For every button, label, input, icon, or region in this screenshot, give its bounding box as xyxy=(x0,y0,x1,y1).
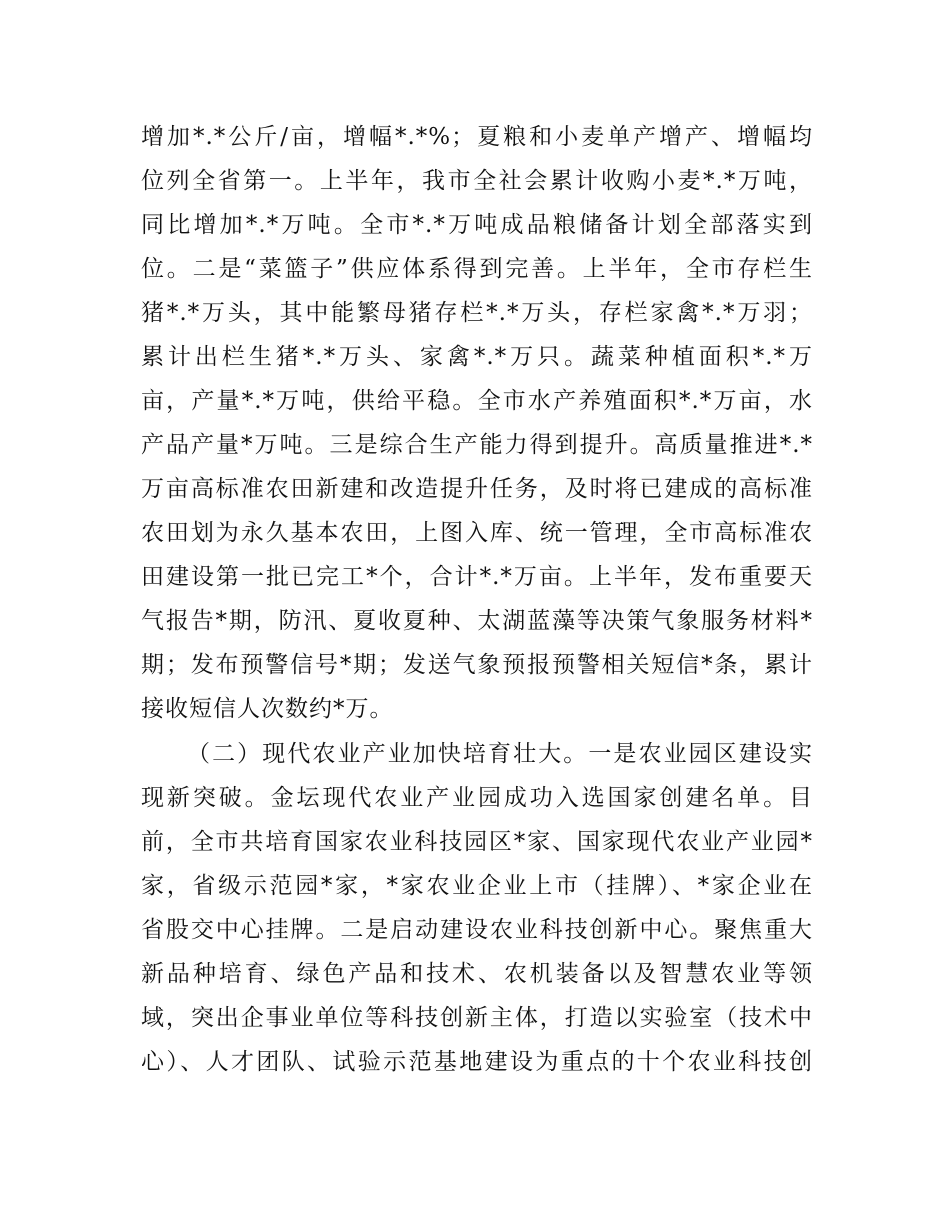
paragraph-line: 累计出栏生猪*.*万头、家禽*.*万只。蔬菜种植面积*.*万 xyxy=(141,344,813,370)
paragraph-line: 产品产量*万吨。三是综合生产能力得到提升。高质量推进*.* xyxy=(141,432,813,458)
paragraph-line: 接收短信人次数约*万。 xyxy=(141,696,394,722)
paragraph-line: 前，全市共培育国家农业科技园区*家、国家现代农业产业园* xyxy=(141,829,813,855)
paragraph-line: 农田划为永久基本农田，上图入库、统一管理，全市高标准农 xyxy=(141,520,813,546)
paragraph-line: 气报告*期，防汛、夏收夏种、太湖蓝藻等决策气象服务材料* xyxy=(141,608,813,634)
paragraph-line: 期；发布预警信号*期；发送气象预报预警相关短信*条，累计 xyxy=(141,652,813,678)
paragraph-line: （二）现代农业产业加快培育壮大。一是农业园区建设实 xyxy=(187,741,813,767)
paragraph-line: 万亩高标准农田新建和改造提升任务，及时将已建成的高标准 xyxy=(141,476,813,502)
paragraph-line: 现新突破。金坛现代农业产业园成功入选国家创建名单。目 xyxy=(141,785,813,811)
paragraph-line: 心）、人才团队、试验示范基地建设为重点的十个农业科技创 xyxy=(141,1049,813,1075)
paragraph-line: 增加*.*公斤/亩，增幅*.*%；夏粮和小麦单产增产、增幅均 xyxy=(141,124,813,150)
paragraph-line: 位。二是“菜篮子”供应体系得到完善。上半年，全市存栏生 xyxy=(141,256,813,282)
paragraph-line: 田建设第一批已完工*个，合计*.*万亩。上半年，发布重要天 xyxy=(141,564,813,590)
paragraph-line: 同比增加*.*万吨。全市*.*万吨成品粮储备计划全部落实到 xyxy=(141,212,813,238)
paragraph-line: 新品种培育、绿色产品和技术、农机装备以及智慧农业等领 xyxy=(141,961,813,987)
paragraph-line: 位列全省第一。上半年，我市全社会累计收购小麦*.*万吨， xyxy=(141,168,813,194)
paragraph-1 xyxy=(141,115,813,731)
paragraph-line: 域，突出企事业单位等科技创新主体，打造以实验室（技术中 xyxy=(141,1005,813,1031)
paragraph-line: 家，省级示范园*家，*家农业企业上市（挂牌）、*家企业在 xyxy=(141,873,813,899)
paragraph-line: 亩，产量*.*万吨，供给平稳。全市水产养殖面积*.*万亩，水 xyxy=(141,388,813,414)
paragraph-line: 猪*.*万头，其中能繁母猪存栏*.*万头，存栏家禽*.*万羽； xyxy=(141,300,813,326)
paragraph-line: 省股交中心挂牌。二是启动建设农业科技创新中心。聚焦重大 xyxy=(141,917,813,943)
paragraph-2 xyxy=(141,732,813,1084)
